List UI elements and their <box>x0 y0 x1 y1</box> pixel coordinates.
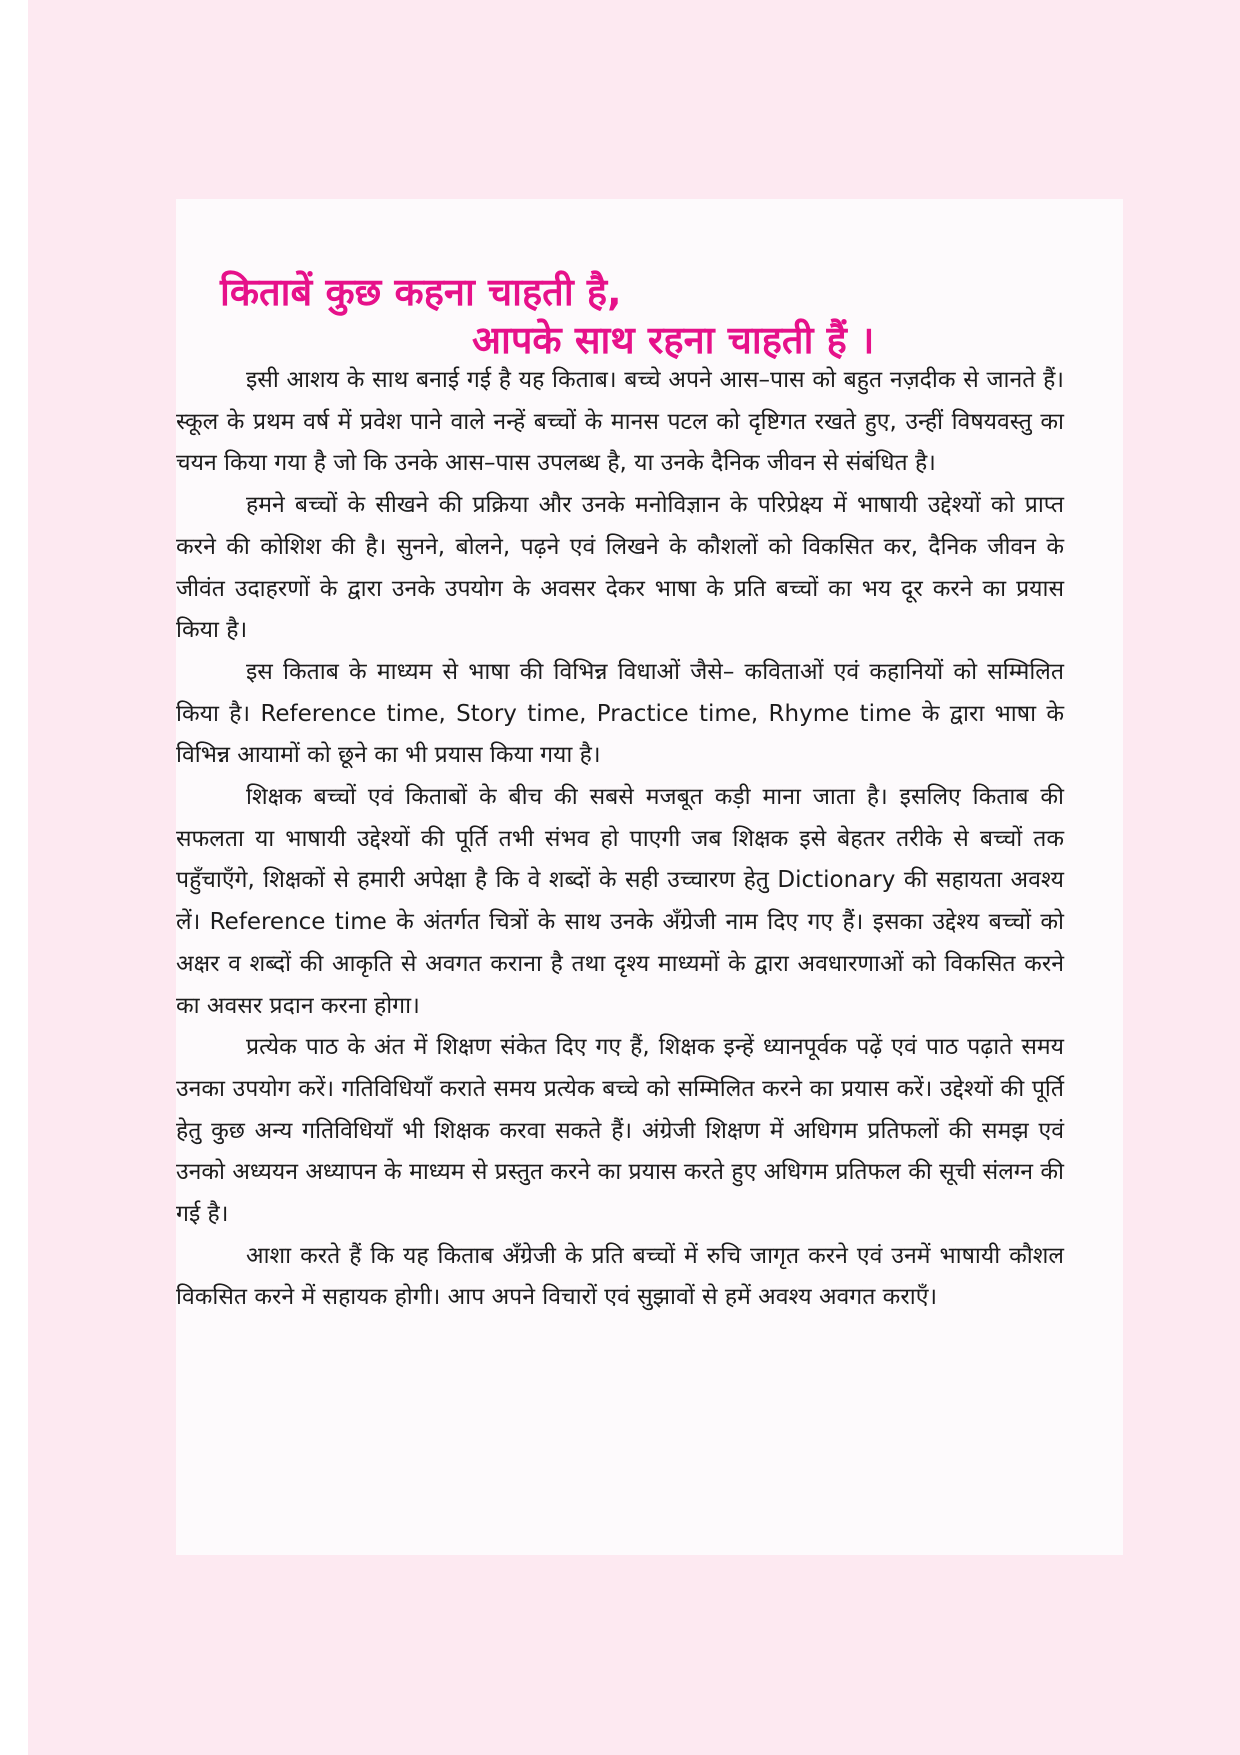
paragraph-1: इसी आशय के साथ बनाई गई है यह किताब। बच्चे अपने आस–पास को बहुत नज़दीक से जानते हैं। स्कूल के प्रथम वर्ष में प्रवेश पाने वाले नन्हें बच्चों के मानस पटल को दृष्टिगत रखते हुए, उन्हीं विषयवस्तु का चयन किया गया है जो कि उनके आस–पास उपलब्ध है, या उनके दैनिक जीवन से संबंधित है। <box>176 367 1064 477</box>
page-title <box>220 268 1040 364</box>
body-text <box>176 360 1064 1319</box>
paragraph-6: आशा करते हैं कि यह किताब अँग्रेजी के प्रति बच्चों में रुचि जागृत करने एवं उनमें भाषायी कौशल विकसित करने में सहायक होगी। आप अपने विचारों एवं सुझावों से हमें अवश्य अवगत कराएँ। <box>176 1242 1064 1311</box>
paragraph-3: इस किताब के माध्यम से भाषा की विभिन्न विधाओं जैसे– कविताओं एवं कहानियों को सम्मिलित किया है। Reference time, Story time, Practice time, Rhyme time के द्वारा भाषा के विभिन्न आयामों को छूने का भी प्रयास किया गया है। <box>176 658 1064 769</box>
title-line-2: आपके साथ रहना चाहती हैं । <box>472 318 875 362</box>
title-line-1: किताबें कुछ कहना चाहती है, <box>220 270 622 314</box>
paragraph-2: हमने बच्चों के सीखने की प्रक्रिया और उनके मनोविज्ञान के परिप्रेक्ष्य में भाषायी उद्देश्यों को प्राप्त करने की कोशिश की है। सुनने, बोलने, पढ़ने एवं लिखने के कौशलों को विकसित कर, दैनिक जीवन के जीवंत उदाहरणों के द्वारा उनके उपयोग के अवसर देकर भाषा के प्रति बच्चों का भय दूर करने का प्रयास किया है। <box>176 492 1064 644</box>
paragraph-5: प्रत्येक पाठ के अंत में शिक्षण संकेत दिए गए हैं, शिक्षक इन्हें ध्यानपूर्वक पढ़ें एवं पाठ पढ़ाते समय उनका उपयोग करें। गतिविधियाँ कराते समय प्रत्येक बच्चे को सम्मिलित करने का प्रयास करें। उद्देश्यों की पूर्ति हेतु कुछ अन्य गतिविधियाँ भी शिक्षक करवा सकते हैं। अंग्रेजी शिक्षण में अधिगम प्रतिफलों की समझ एवं उनको अध्ययन अध्यापन के माध्यम से प्रस्तुत करने का प्रयास करते हुए अधिगम प्रतिफल की सूची संलग्न की गई है। <box>176 1034 1064 1228</box>
paragraph-4: शिक्षक बच्चों एवं किताबों के बीच की सबसे मजबूत कड़ी माना जाता है। इसलिए किताब की सफलता या भाषायी उद्देश्यों की पूर्ति तभी संभव हो पाएगी जब शिक्षक इसे बेहतर तरीके से बच्चों तक पहुँचाएँगे, शिक्षकों से हमारी अपेक्षा है कि वे शब्दों के सही उच्चारण हेतु Dictionary की सहायता अवश्य लें। Reference time के अंतर्गत चित्रों के साथ उनके अँग्रेजी नाम दिए गए हैं। इसका उद्देश्य बच्चों को अक्षर व शब्दों की आकृति से अवगत कराना है तथा दृश्य माध्यमों के द्वारा अवधारणाओं को विकसित करने का अवसर प्रदान करना होगा। <box>176 784 1064 1019</box>
